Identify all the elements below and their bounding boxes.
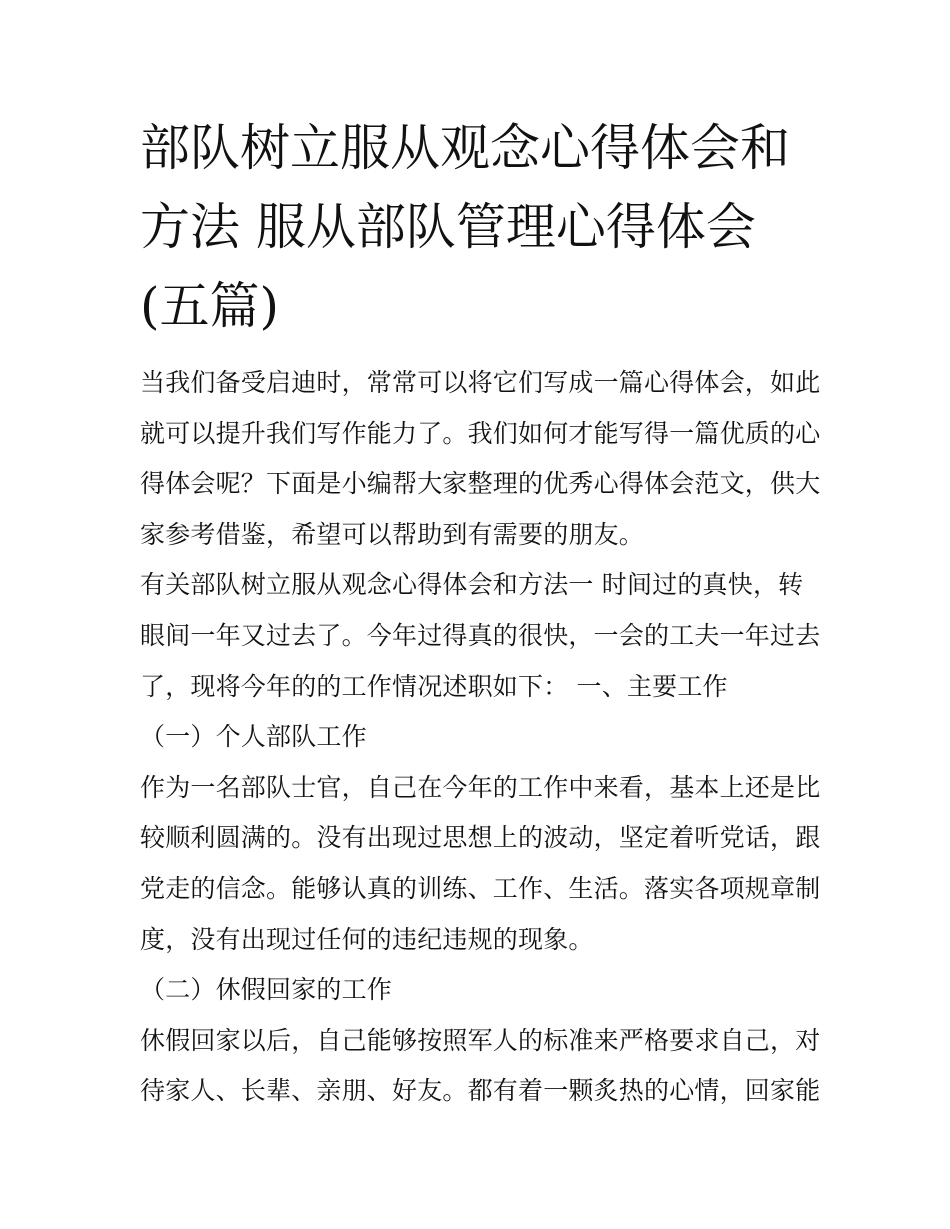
body-line: 当我们备受启迪时，常常可以将它们写成一篇心得体会，如此 [140, 368, 821, 397]
document-title [140, 116, 820, 353]
body-line: 眼间一年又过去了。今年过得真的很快，一会的工夫一年过去 [140, 620, 821, 650]
body-line: 待家人、长辈、亲朋、好友。都有着一颗炙热的心情，回家能 [140, 1076, 821, 1106]
body-line: 休假回家以后，自己能够按照军人的标准来严格要求自己，对 [140, 1025, 821, 1055]
body-line: 作为一名部队士官，自己在今年的工作中来看，基本上还是比 [140, 772, 821, 802]
title-line-1: 部队树立服从观念心得体会和 [140, 119, 790, 177]
document-body [140, 358, 820, 1117]
body-line: 就可以提升我们写作能力了。我们如何才能写得一篇优质的心 [140, 418, 821, 448]
body-line: 家参考借鉴，希望可以帮助到有需要的朋友。 [140, 519, 645, 549]
section-heading: （一）个人部队工作 [140, 722, 367, 752]
body-line: 党走的信念。能够认真的训练、工作、生活。落实各项规章制 [140, 873, 821, 903]
section-heading: （二）休假回家的工作 [140, 975, 393, 1005]
body-line: 得体会呢？下面是小编帮大家整理的优秀心得体会范文，供大 [140, 469, 821, 499]
body-line: 度，没有出现过任何的违纪违规的现象。 [140, 924, 594, 954]
title-line-3: (五篇) [140, 277, 280, 335]
body-line: 了，现将今年的的工作情况述职如下： 一、主要工作 [140, 671, 728, 701]
title-line-2: 方法 服从部队管理心得体会 [140, 198, 756, 256]
body-line: 有关部队树立服从观念心得体会和方法一 时间过的真快，转 [140, 570, 804, 600]
body-line: 较顺利圆满的。没有出现过思想上的波动，坚定着听党话，跟 [140, 823, 821, 853]
